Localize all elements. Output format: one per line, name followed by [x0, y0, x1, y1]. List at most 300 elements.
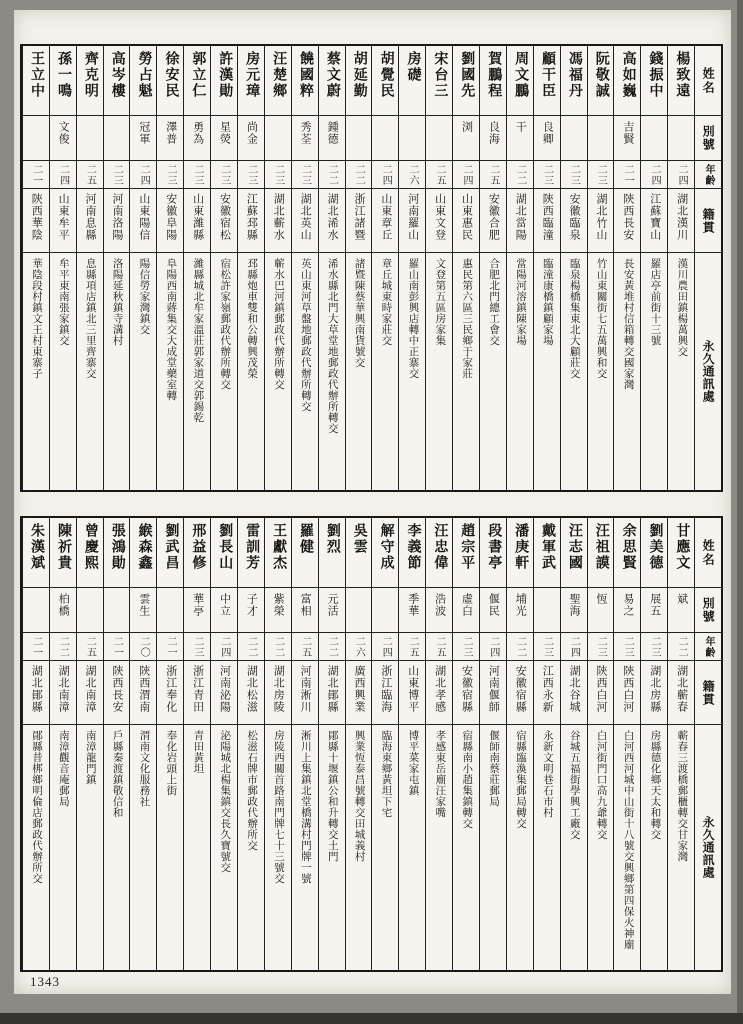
person-column — [425, 518, 452, 970]
person-age: 二四 — [380, 163, 392, 186]
person-name: 陳祈貴 — [55, 523, 71, 571]
person-name-cell — [211, 518, 237, 588]
person-column — [560, 46, 587, 490]
person-alias-cell — [157, 588, 183, 633]
person-age-cell — [534, 161, 560, 189]
person-age: 二〇 — [138, 635, 150, 658]
person-address: 博平菜家屯鎮 — [407, 730, 419, 796]
person-name-cell — [534, 518, 560, 588]
column-header-age-label: 年齡 — [702, 635, 714, 658]
person-age-cell — [292, 161, 318, 189]
person-name: 高如巍 — [620, 51, 636, 99]
person-address-cell — [372, 725, 398, 970]
person-address-cell — [346, 725, 372, 970]
person-native-cell — [104, 189, 130, 253]
person-native-cell — [157, 189, 183, 253]
person-address: 松滋石牌市郵政代辦所交 — [246, 730, 258, 851]
person-alias: 澤普 — [164, 121, 177, 145]
person-name-cell — [23, 518, 49, 588]
person-alias-cell — [507, 116, 533, 161]
person-address: 偃師南蔡莊郵局 — [488, 730, 500, 807]
person-column — [613, 518, 640, 970]
person-address: 竹山東關街七五萬興和交 — [595, 258, 607, 379]
person-name-cell — [50, 46, 76, 116]
person-name-cell — [426, 46, 452, 116]
person-age-cell — [319, 161, 345, 189]
person-age-cell — [480, 633, 506, 661]
person-name: 房元璋 — [244, 51, 260, 99]
person-native: 浙江奉化 — [164, 665, 177, 713]
person-name-cell — [399, 46, 425, 116]
person-age-cell — [426, 161, 452, 189]
person-alias: 偃民 — [487, 593, 500, 617]
person-name: 張鴻勛 — [109, 523, 125, 571]
person-column — [183, 46, 210, 490]
person-alias-cell — [453, 588, 479, 633]
person-alias: 虛白 — [460, 593, 473, 617]
person-address-cell — [319, 253, 345, 490]
column-header-name — [695, 518, 721, 588]
person-name-cell — [184, 518, 210, 588]
person-native: 陝西長安 — [110, 665, 123, 713]
person-address: 淅川上集鎮北堂橋溝村門牌一號 — [299, 730, 311, 884]
person-age-cell — [238, 633, 264, 661]
person-address-cell — [292, 725, 318, 970]
person-age-cell — [319, 633, 345, 661]
person-address-cell — [157, 253, 183, 490]
person-age: 二三 — [192, 163, 204, 186]
person-address: 臨海東鄉黃坦下宅 — [380, 730, 392, 818]
person-address: 阜陽西南蔣集交大成堂藥室轉 — [165, 258, 177, 401]
person-alias-cell — [588, 588, 614, 633]
person-column — [667, 46, 694, 490]
person-age: 二二 — [326, 163, 338, 186]
person-native-cell — [130, 661, 156, 725]
person-age-cell — [372, 633, 398, 661]
person-alias: 浩波 — [433, 593, 446, 617]
person-column — [506, 518, 533, 970]
person-address: 合肥北門總工會交 — [488, 258, 500, 346]
person-native: 浙江諸暨 — [352, 193, 365, 241]
person-column — [398, 518, 425, 970]
person-native: 河南偃師 — [487, 665, 500, 713]
person-name: 劉美德 — [647, 523, 663, 571]
person-address-cell — [77, 725, 103, 970]
person-alias-cell — [50, 588, 76, 633]
person-address: 鄖縣昔梆鄉明倫店郵政代辦所交 — [30, 730, 42, 884]
person-native: 湖北鄖縣 — [30, 665, 43, 713]
paper-sheet — [14, 10, 731, 994]
column-header-name — [695, 46, 721, 116]
person-native: 江西永新 — [541, 665, 554, 713]
person-alias: 元活 — [326, 593, 339, 617]
person-alias-cell — [561, 116, 587, 161]
person-native: 陝西白河 — [621, 665, 634, 713]
person-age: 二一 — [165, 635, 177, 658]
person-name-cell — [641, 518, 667, 588]
person-name: 段書亭 — [486, 523, 502, 571]
person-address-cell — [614, 725, 640, 970]
person-age: 二二 — [326, 635, 338, 658]
person-name-cell — [130, 46, 156, 116]
person-age: 二三 — [165, 163, 177, 186]
person-native-cell — [157, 661, 183, 725]
person-alias-cell — [130, 588, 156, 633]
person-column — [291, 46, 318, 490]
person-address-cell — [588, 253, 614, 490]
person-address: 邳縣炮車雙和公轉興茂榮 — [246, 258, 258, 379]
person-address: 奉化岩頭上街 — [165, 730, 177, 796]
person-age-cell — [23, 161, 49, 189]
person-name-cell — [480, 46, 506, 116]
person-address: 南漳龍門鎮 — [84, 730, 96, 785]
person-age: 二四 — [380, 635, 392, 658]
person-native-cell — [561, 189, 587, 253]
person-alias-cell — [184, 116, 210, 161]
person-age-cell — [372, 161, 398, 189]
person-address: 華陰段村鎮文王村東寨子 — [30, 258, 42, 379]
person-name: 汪祖謨 — [593, 523, 609, 571]
person-address-cell — [453, 725, 479, 970]
person-age-cell — [561, 161, 587, 189]
person-address-cell — [668, 725, 694, 970]
person-name-cell — [157, 46, 183, 116]
person-alias-cell — [561, 588, 587, 633]
person-name: 曾慶熙 — [82, 523, 98, 571]
person-name: 勞占魁 — [136, 51, 152, 99]
person-name-cell — [588, 518, 614, 588]
person-age: 二五 — [434, 163, 446, 186]
person-address: 宿松許家嶺郵政代辦所轉交 — [219, 258, 231, 390]
person-native-cell — [614, 661, 640, 725]
column-header-age — [695, 633, 721, 661]
person-column — [76, 46, 103, 490]
person-address: 章丘城東時家莊交 — [380, 258, 392, 346]
person-native: 安徽宿松 — [218, 193, 231, 241]
person-address: 諸暨陳蔡華興南貨號交 — [353, 258, 365, 368]
person-address: 孝感東岳廟汪家嘴 — [434, 730, 446, 818]
column-header-alias — [695, 116, 721, 161]
person-age-cell — [399, 161, 425, 189]
person-native-cell — [265, 189, 291, 253]
person-alias: 星熒 — [218, 121, 231, 145]
person-address-cell — [534, 725, 560, 970]
person-native-cell — [668, 661, 694, 725]
person-alias: 季華 — [406, 593, 419, 617]
person-name: 孫一鳴 — [55, 51, 71, 99]
person-name: 朱漢斌 — [29, 523, 45, 571]
person-age: 二二 — [272, 635, 284, 658]
person-age: 二三 — [541, 635, 553, 658]
person-native: 湖北竹山 — [594, 193, 607, 241]
person-name-cell — [319, 518, 345, 588]
person-column — [183, 518, 210, 970]
column-header-name-label: 姓名 — [701, 66, 716, 95]
person-address: 臨潼康橋鎮顧家場 — [541, 258, 553, 346]
person-native-cell — [50, 661, 76, 725]
person-name: 戴軍武 — [539, 523, 555, 571]
person-native: 河南洛陽 — [110, 193, 123, 241]
person-native-cell — [23, 189, 49, 253]
person-age: 二三 — [272, 163, 284, 186]
person-name-cell — [614, 46, 640, 116]
person-native-cell — [399, 661, 425, 725]
person-alias-cell — [104, 116, 130, 161]
person-name: 汪忠偉 — [432, 523, 448, 571]
person-column — [22, 518, 49, 970]
person-address-cell — [561, 725, 587, 970]
person-name-cell — [265, 46, 291, 116]
person-address: 蘄水巴河鎮郵政代辦所轉交 — [272, 258, 284, 390]
person-address-cell — [104, 253, 130, 490]
roster-table-top — [20, 44, 723, 492]
person-address: 宿縣南小趙集鎮轉交 — [461, 730, 473, 829]
person-age-cell — [453, 633, 479, 661]
person-native-cell — [319, 661, 345, 725]
person-name-cell — [292, 46, 318, 116]
person-address: 蘄春三渡橋郵櫃轉交甘家灣 — [676, 730, 688, 862]
person-age-cell — [641, 633, 667, 661]
person-alias-cell — [211, 588, 237, 633]
person-address: 南漳觀音庵郵局 — [57, 730, 69, 807]
person-address: 息縣項店鎮北三里齊寨交 — [84, 258, 96, 379]
person-age: 二六 — [407, 163, 419, 186]
person-address-cell — [238, 725, 264, 970]
person-native-cell — [588, 661, 614, 725]
person-name: 吳雲 — [351, 523, 367, 555]
person-name-cell — [534, 46, 560, 116]
person-address-cell — [372, 253, 398, 490]
person-name: 雷訓芳 — [244, 523, 260, 571]
person-name: 潘庚軒 — [513, 523, 529, 571]
person-column — [318, 518, 345, 970]
person-name: 楊致遠 — [674, 51, 690, 99]
person-name-cell — [399, 518, 425, 588]
person-age-cell — [614, 633, 640, 661]
person-native-cell — [534, 189, 560, 253]
person-address-cell — [614, 253, 640, 490]
person-age: 二四 — [138, 163, 150, 186]
person-name-cell — [588, 46, 614, 116]
column-header-alias — [695, 588, 721, 633]
person-name-cell — [668, 46, 694, 116]
person-age-cell — [588, 161, 614, 189]
person-age: 二四 — [460, 163, 472, 186]
person-alias-cell — [292, 116, 318, 161]
person-native: 山東博平 — [406, 665, 419, 713]
person-native: 湖北當陽 — [514, 193, 527, 241]
column-header-native-label: 籍貫 — [701, 679, 716, 706]
person-column — [156, 518, 183, 970]
person-native: 江蘇寶山 — [648, 193, 661, 241]
person-alias: 文俊 — [57, 121, 70, 145]
person-native: 山東惠民 — [460, 193, 473, 241]
person-name: 許漢勛 — [217, 51, 233, 99]
person-address: 惠民第六區三民鄉于家莊 — [461, 258, 473, 379]
person-name-cell — [668, 518, 694, 588]
person-column — [640, 518, 667, 970]
person-name: 蔡文蔚 — [324, 51, 340, 99]
person-age: 二五 — [84, 635, 96, 658]
person-name-cell — [372, 46, 398, 116]
person-native-cell — [292, 189, 318, 253]
column-header-address — [695, 725, 721, 970]
person-native-cell — [211, 661, 237, 725]
person-native: 湖北房陵 — [272, 665, 285, 713]
person-alias-cell — [399, 116, 425, 161]
person-age: 二五 — [84, 163, 96, 186]
person-name: 房礎 — [405, 51, 421, 83]
person-age: 二五 — [434, 635, 446, 658]
person-name-cell — [130, 518, 156, 588]
person-address-cell — [399, 253, 425, 490]
person-address: 宿縣臨渙集郵局轉交 — [515, 730, 526, 829]
person-column — [587, 46, 614, 490]
person-alias-cell — [426, 116, 452, 161]
column-header-native — [695, 661, 721, 725]
person-age: 二四 — [649, 163, 661, 186]
person-name-cell — [77, 46, 103, 116]
person-native: 湖北蘄春 — [675, 665, 688, 713]
person-age: 二三 — [649, 635, 661, 658]
person-name-cell — [507, 46, 533, 116]
person-native: 廣西興業 — [352, 665, 365, 713]
person-address: 房陵西關首路南門牌七十三號交 — [272, 730, 284, 884]
person-name: 馮福丹 — [566, 51, 582, 99]
person-alias: 尚金 — [245, 121, 258, 145]
person-age-cell — [130, 633, 156, 661]
person-age: 二四 — [218, 635, 230, 658]
person-alias: 雲生 — [137, 593, 150, 617]
person-address-cell — [130, 725, 156, 970]
person-native-cell — [130, 189, 156, 253]
column-header-native-label: 籍貫 — [701, 207, 716, 234]
person-age-cell — [184, 161, 210, 189]
person-address: 谷城五福街學興工廠交 — [568, 730, 580, 840]
person-native-cell — [561, 661, 587, 725]
person-column — [667, 518, 694, 970]
person-age-cell — [507, 633, 533, 661]
person-age-cell — [157, 161, 183, 189]
person-name: 胡覺民 — [378, 51, 394, 99]
person-column — [291, 518, 318, 970]
person-age-cell — [50, 161, 76, 189]
person-age-cell — [507, 161, 533, 189]
person-alias-cell — [265, 588, 291, 633]
person-alias-cell — [614, 588, 640, 633]
person-alias-cell — [346, 588, 372, 633]
person-address: 白河街門口高九爺轉交 — [595, 730, 607, 840]
person-native-cell — [184, 189, 210, 253]
person-native: 安徽宿縣 — [460, 665, 473, 713]
person-name: 余思賢 — [620, 523, 636, 571]
person-alias: 恆 — [594, 593, 607, 605]
person-column — [613, 46, 640, 490]
person-age: 二四 — [568, 635, 580, 658]
person-address-cell — [265, 725, 291, 970]
person-alias-cell — [184, 588, 210, 633]
person-name: 羅健 — [297, 523, 313, 555]
person-name-cell — [453, 46, 479, 116]
person-native-cell — [507, 189, 533, 253]
person-name: 錢振中 — [647, 51, 663, 99]
person-address-cell — [50, 725, 76, 970]
person-address-cell — [238, 253, 264, 490]
person-alias-cell — [426, 588, 452, 633]
person-alias-cell — [211, 116, 237, 161]
person-address-cell — [211, 725, 237, 970]
person-age-cell — [130, 161, 156, 189]
person-age-cell — [77, 633, 103, 661]
person-age-cell — [265, 633, 291, 661]
person-age: 二五 — [407, 635, 419, 658]
person-address-cell — [104, 725, 130, 970]
person-age: 二三 — [218, 163, 230, 186]
person-alias-cell — [346, 116, 372, 161]
person-address: 長安黃堆村信箱轉交國家灣 — [622, 258, 634, 390]
person-alias-cell — [104, 588, 130, 633]
person-address: 英山東河草盤地郵政代辦所轉交 — [299, 258, 311, 412]
person-column — [264, 518, 291, 970]
person-name-cell — [23, 46, 49, 116]
person-native: 浙江青田 — [191, 665, 204, 713]
person-alias: 中立 — [218, 593, 231, 617]
person-address-cell — [561, 253, 587, 490]
person-address-cell — [588, 725, 614, 970]
person-alias-cell — [130, 116, 156, 161]
person-name-cell — [184, 46, 210, 116]
person-name: 顧干臣 — [539, 51, 555, 99]
person-age: 二二 — [57, 635, 69, 658]
person-age: 二三 — [595, 163, 607, 186]
person-address-cell — [77, 253, 103, 490]
person-name: 劉烈 — [324, 523, 340, 555]
person-native-cell — [238, 661, 264, 725]
person-address: 泌陽城北楊集鎮交長久寶號交 — [219, 730, 231, 873]
person-alias-cell — [453, 116, 479, 161]
person-age: 二三 — [595, 635, 607, 658]
person-column — [479, 518, 506, 970]
person-native: 湖北松滋 — [245, 665, 258, 713]
person-native-cell — [346, 661, 372, 725]
person-name: 周文鵬 — [513, 51, 529, 99]
person-column — [103, 518, 130, 970]
person-column — [587, 518, 614, 970]
person-native: 湖北漢川 — [675, 193, 688, 241]
person-native-cell — [641, 189, 667, 253]
person-address-cell — [23, 253, 49, 490]
person-alias-cell — [319, 116, 345, 161]
person-column — [560, 518, 587, 970]
person-name-cell — [238, 518, 264, 588]
person-alias-cell — [372, 116, 398, 161]
person-alias-cell — [77, 116, 103, 161]
person-alias-cell — [238, 116, 264, 161]
person-age-cell — [641, 161, 667, 189]
person-address-cell — [265, 253, 291, 490]
person-address-cell — [534, 253, 560, 490]
person-name-cell — [319, 46, 345, 116]
person-native: 山東濰縣 — [191, 193, 204, 241]
person-age-cell — [104, 161, 130, 189]
person-alias: 子才 — [245, 593, 258, 617]
person-alias-cell — [480, 116, 506, 161]
person-name-cell — [104, 46, 130, 116]
person-alias: 富相 — [299, 593, 312, 617]
person-name-cell — [211, 46, 237, 116]
person-age-cell — [561, 633, 587, 661]
person-column — [237, 518, 264, 970]
